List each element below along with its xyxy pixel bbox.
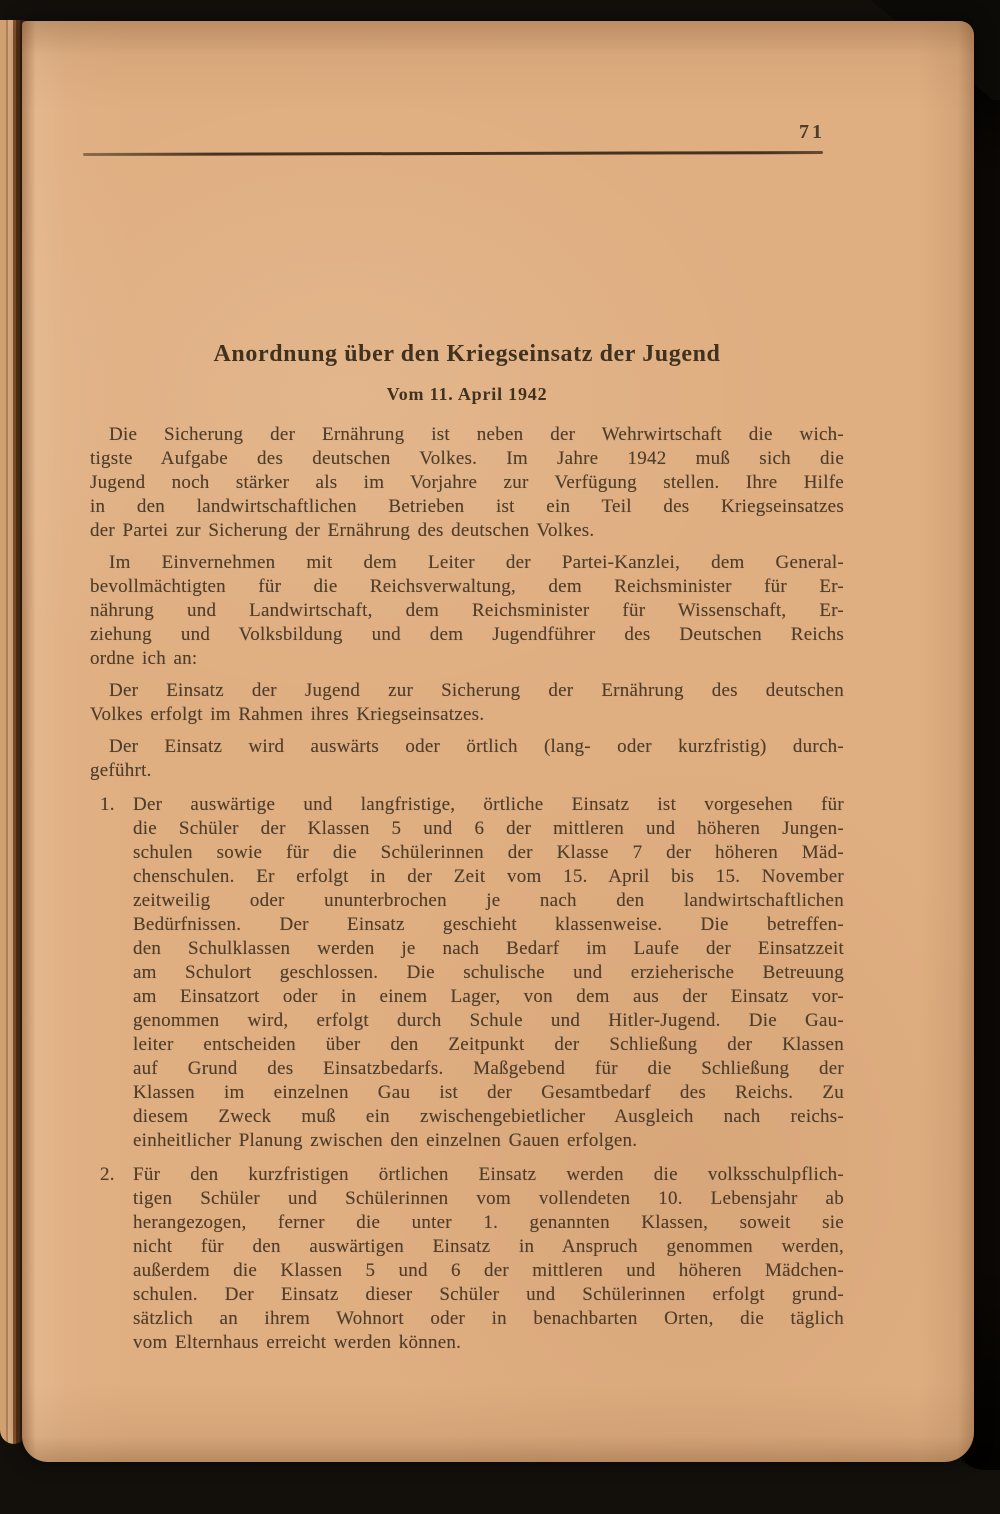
paragraph: [90, 551, 844, 671]
text-line: ordne ich an:: [90, 648, 198, 669]
document-title: Anordnung über den Kriegseinsatz der Jugend: [213, 341, 721, 367]
text-line: leiter entscheiden über den Zeitpunkt der Schließung der Klassen: [133, 1034, 844, 1055]
text-line: Für den kurzfristigen örtlichen Einsatz werden die volksschulpflich-: [133, 1164, 844, 1185]
text-line: schulen. Der Einsatz dieser Schüler und Schülerinnen erfolgt grund-: [133, 1284, 844, 1305]
text-line: genommen wird, erfolgt durch Schule und Hitler-Jugend. Die Gau-: [133, 1010, 844, 1031]
text-line: die Schüler der Klassen 5 und 6 der mittleren und höheren Jungen-: [133, 818, 844, 839]
paragraph: [90, 423, 844, 543]
text-line: zeitweilig oder ununterbrochen je nach den landwirtschaftlichen: [133, 890, 844, 911]
text-line: Der auswärtige und langfristige, örtliche Einsatz ist vorgesehen für: [133, 794, 844, 815]
text-line: geführt.: [90, 760, 152, 781]
list-item: [90, 1163, 844, 1355]
text-line: Die Sicherung der Ernährung ist neben der Wehrwirtschaft die wich-: [109, 424, 844, 445]
book-page: [22, 21, 974, 1462]
text-line: Der Einsatz wird auswärts oder örtlich (lang- oder kurzfristig) durch-: [109, 736, 844, 757]
text-line: Volkes erfolgt im Rahmen ihres Kriegseinsatzes.: [90, 704, 485, 725]
text-line: Im Einvernehmen mit dem Leiter der Partei-Kanzlei, dem General-: [109, 552, 844, 573]
text-line: Der Einsatz der Jugend zur Sicherung der Ernährung des deutschen: [109, 680, 844, 701]
header-rule: [83, 151, 823, 156]
document-body: [90, 423, 844, 1355]
text-line: vom Elternhaus erreicht werden können.: [133, 1332, 462, 1353]
document-date: Vom 11. April 1942: [386, 384, 548, 404]
list-item-number: 2.: [100, 1164, 115, 1185]
page-number: 71: [799, 121, 825, 143]
text-line: Klassen im einzelnen Gau ist der Gesamtbedarf des Reichs. Zu: [133, 1082, 844, 1103]
text-line: den Schulklassen werden je nach Bedarf im Laufe der Einsatzzeit: [133, 938, 844, 959]
paragraph: [90, 735, 844, 783]
text-line: auf Grund des Einsatzbedarfs. Maßgebend für die Schließung der: [133, 1058, 844, 1079]
text-line: nicht für den auswärtigen Einsatz in Anspruch genommen werden,: [133, 1236, 844, 1257]
text-line: der Partei zur Sicherung der Ernährung des deutschen Volkes.: [90, 520, 595, 541]
text-line: am Einsatzort oder in einem Lager, von dem aus der Einsatz vor-: [133, 986, 844, 1007]
text-line: tigen Schüler und Schülerinnen vom vollendeten 10. Lebensjahr ab: [133, 1188, 844, 1209]
text-line: Jugend noch stärker als im Vorjahre zur Verfügung stellen. Ihre Hilfe: [90, 472, 844, 493]
text-line: ziehung und Volksbildung und dem Jugendführer des Deutschen Reichs: [90, 624, 844, 645]
text-line: Bedürfnissen. Der Einsatz geschieht klassenweise. Die betreffen-: [133, 914, 844, 935]
text-line: nährung und Landwirtschaft, dem Reichsminister für Wissenschaft, Er-: [90, 600, 844, 621]
text-line: chenschulen. Er erfolgt in der Zeit vom 15. April bis 15. November: [133, 866, 844, 887]
list-item-number: 1.: [100, 794, 115, 815]
paragraph: [90, 679, 844, 727]
text-line: herangezogen, ferner die unter 1. genannten Klassen, soweit sie: [133, 1212, 844, 1233]
text-line: sätzlich an ihrem Wohnort oder in benachbarten Orten, die täglich: [133, 1308, 844, 1329]
list-item-text: [133, 793, 844, 1153]
text-line: am Schulort geschlossen. Die schulische und erzieherische Betreuung: [133, 962, 844, 983]
text-line: tigste Aufgabe des deutschen Volkes. Im Jahre 1942 muß sich die: [90, 448, 844, 469]
text-line: in den landwirtschaftlichen Betrieben ist ein Teil des Kriegseinsatzes: [90, 496, 844, 517]
text-line: außerdem die Klassen 5 und 6 der mittleren und höheren Mädchen-: [133, 1260, 844, 1281]
list-item-text: [133, 1163, 844, 1355]
text-line: schulen sowie für die Schülerinnen der Klasse 7 der höheren Mäd-: [133, 842, 844, 863]
book-gutter-edge: [0, 20, 24, 1444]
text-line: diesem Zweck muß ein zwischengebietlicher Ausgleich nach reichs-: [133, 1106, 844, 1127]
text-line: bevollmächtigten für die Reichsverwaltung, dem Reichsminister für Er-: [90, 576, 844, 597]
list-item: [90, 793, 844, 1153]
text-line: einheitlicher Planung zwischen den einzelnen Gauen erfolgen.: [133, 1130, 638, 1151]
